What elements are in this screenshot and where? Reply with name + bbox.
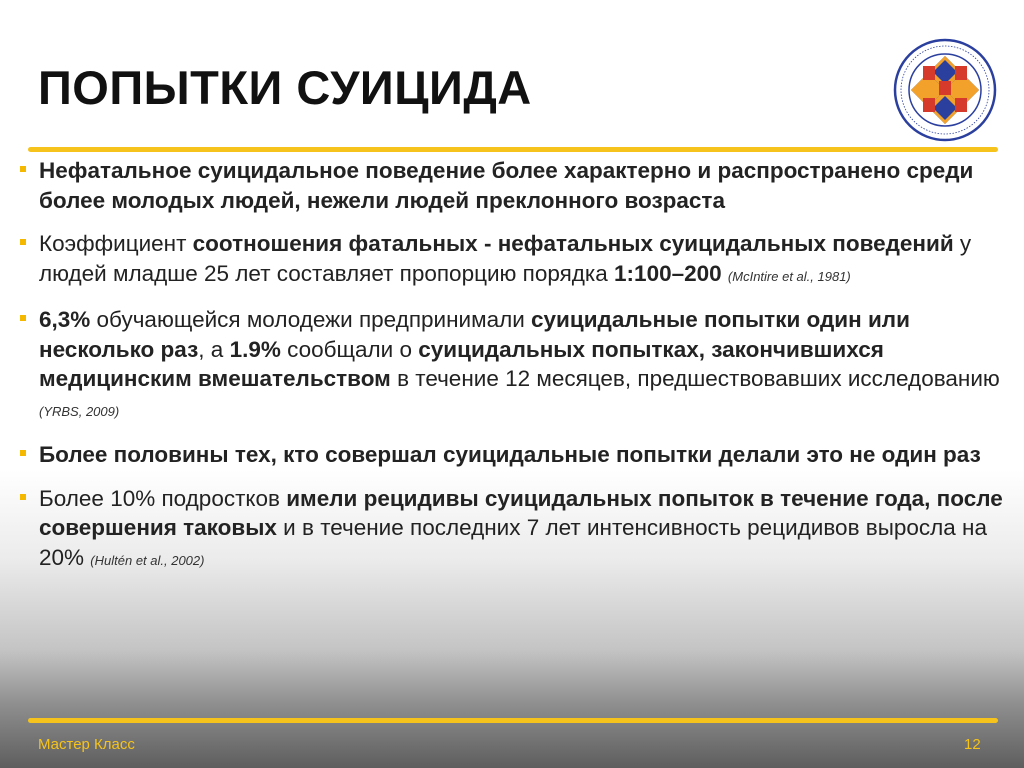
slide-title: ПОПЫТКИ СУИЦИДА [38, 61, 532, 114]
bullet-marker [20, 494, 26, 500]
bold-text: 1:100–200 [614, 260, 722, 286]
text-span: сообщали о [280, 336, 419, 362]
bullet-marker [20, 166, 26, 172]
bold-text: Более половины тех, кто совершал суицидальные попытки делали это не один раз [39, 442, 981, 467]
bullet-item [20, 229, 1010, 291]
top-divider [28, 147, 998, 152]
bullet-item [20, 440, 1010, 470]
citation: (McIntire et al., 1981) [727, 268, 851, 284]
bullet-list [20, 156, 1010, 589]
text-span: , а [198, 336, 230, 362]
bold-text: Нефатальное суицидальное поведение более характерно и распространено среди более молодых людей, нежели людей преклонного возраста [39, 158, 974, 213]
bullet-item [20, 484, 1010, 576]
bullet-item [20, 305, 1010, 426]
university-seal-icon [893, 38, 997, 142]
bold-text: суицидальных попытках, закончившихся медицинским вмешательством [39, 336, 884, 391]
university-seal-logo [893, 38, 997, 142]
bold-text: суицидальные попытки один или несколько раз [39, 307, 910, 362]
text-span: Коэффициент [39, 231, 193, 256]
bold-text: имели рецидивы суицидальных попыток в течение года, после совершения таковых [39, 485, 1003, 540]
text-span: в течение 12 месяцев, предшествовавших исследованию [390, 366, 1000, 391]
citation: (Hultén et al., 2002) [90, 552, 205, 568]
text-span: Более 10% подростков [39, 485, 287, 511]
bullet-marker [20, 315, 26, 321]
footer-text: Мастер Класс [38, 736, 135, 753]
bold-text: соотношения фатальных - нефатальных суицидальных поведений [192, 231, 954, 256]
bold-text: 6,3% [39, 307, 91, 332]
bullet-item [20, 156, 1010, 215]
text-span: и в течение последних 7 лет интенсивность рецидивов выросла на 20% [39, 515, 988, 570]
bullet-marker [20, 239, 26, 245]
bullet-marker [20, 450, 26, 456]
bottom-divider [28, 718, 998, 723]
citation: (YRBS, 2009) [39, 403, 120, 419]
page-number: 12 [964, 736, 981, 753]
bold-text: 1.9% [229, 336, 281, 362]
text-span: у людей младше 25 лет составляет пропорцию порядка [39, 231, 972, 286]
text-span: обучающейся молодежи предпринимали [90, 307, 532, 332]
